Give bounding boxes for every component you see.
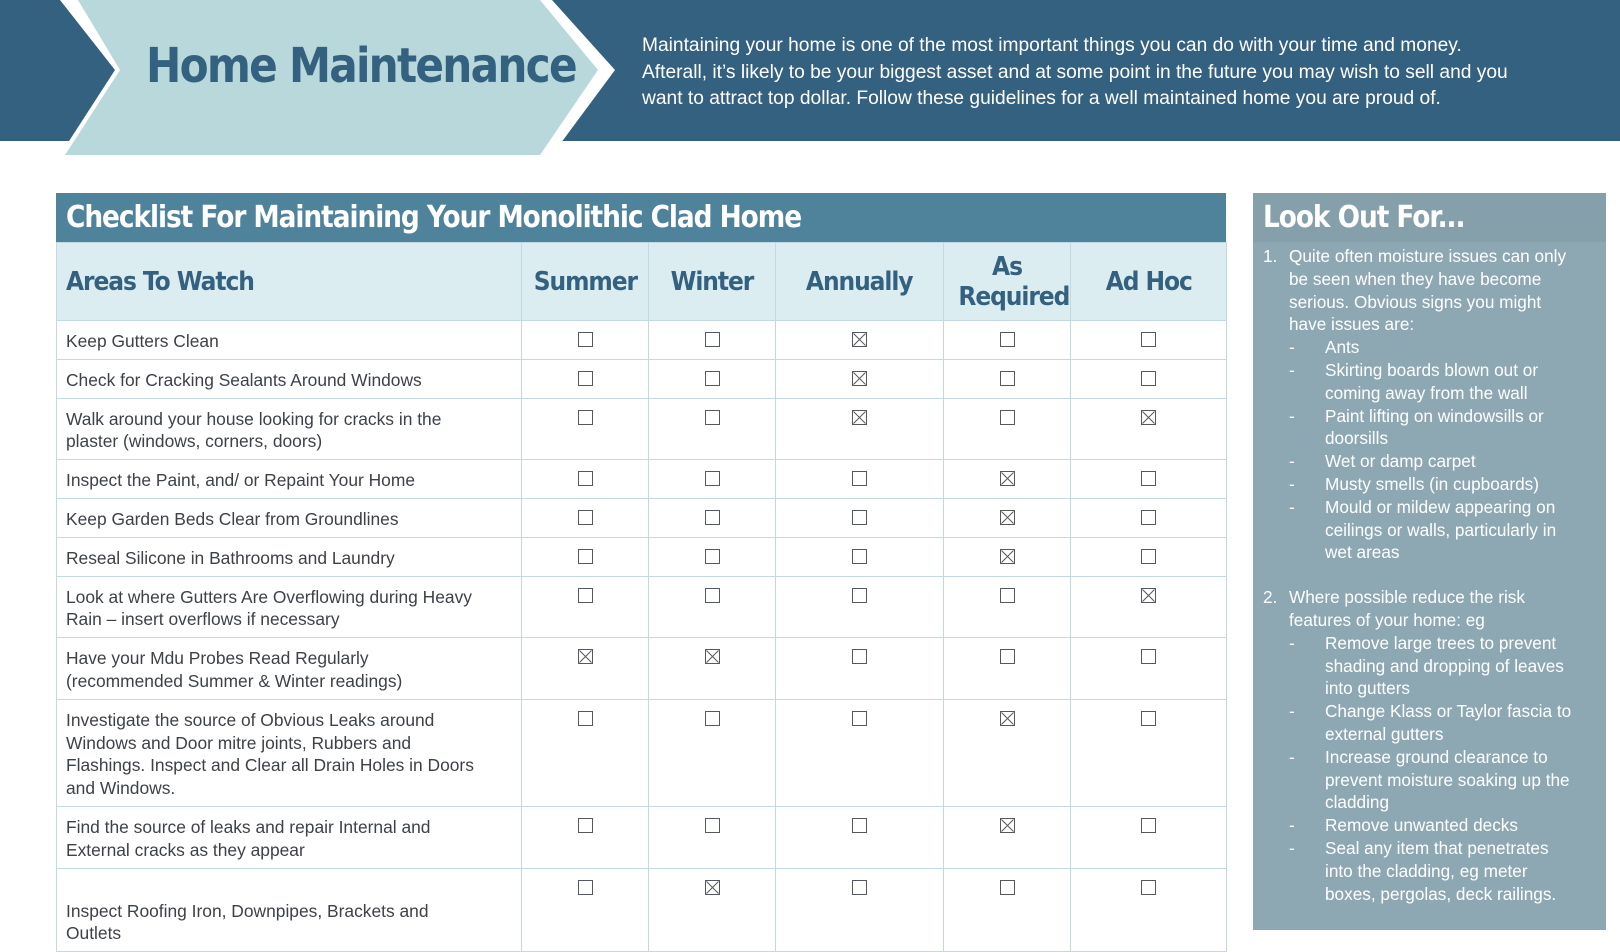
lookout-title bbox=[1253, 193, 1606, 242]
check-cell-annually bbox=[776, 806, 944, 868]
lookout-sub-line: doorsills bbox=[1325, 428, 1389, 449]
check-cell-summer bbox=[522, 699, 649, 806]
empty-box-icon[interactable] bbox=[705, 711, 720, 726]
empty-box-icon[interactable] bbox=[705, 332, 720, 347]
checked-box-icon[interactable] bbox=[1141, 410, 1156, 425]
checked-box-icon[interactable] bbox=[852, 371, 867, 386]
lookout-sub-text bbox=[1325, 746, 1602, 814]
list-number: 2. bbox=[1263, 587, 1278, 608]
lookout-sub-item bbox=[1289, 473, 1602, 496]
check-cell-winter bbox=[649, 359, 776, 398]
area-to-watch-cell bbox=[57, 398, 522, 460]
dash-bullet-icon: - bbox=[1289, 701, 1295, 722]
checked-box-icon[interactable] bbox=[1000, 510, 1015, 525]
dash-bullet-icon: - bbox=[1289, 837, 1295, 858]
checklist-table bbox=[56, 242, 1227, 952]
checked-box-icon[interactable] bbox=[705, 649, 720, 664]
lookout-sub-line: Change Klass or Taylor fascia to bbox=[1325, 701, 1572, 722]
empty-box-icon[interactable] bbox=[852, 649, 867, 664]
checklist-section bbox=[56, 193, 1226, 952]
checked-box-icon[interactable] bbox=[578, 649, 593, 664]
area-to-watch-cell bbox=[57, 537, 522, 576]
check-cell-as-required bbox=[944, 576, 1071, 638]
check-cell-as-required bbox=[944, 806, 1071, 868]
empty-box-icon[interactable] bbox=[1141, 880, 1156, 895]
check-cell-ad-hoc bbox=[1071, 537, 1227, 576]
area-to-watch-cell bbox=[57, 321, 522, 360]
area-text-line: Inspect the Paint, and/ or Repaint Your Home bbox=[66, 470, 416, 491]
dash-bullet-icon: - bbox=[1289, 337, 1295, 358]
area-text-line: Inspect Roofing Iron, Downpipes, Brackets and bbox=[66, 900, 429, 921]
lookout-sub-line: external gutters bbox=[1325, 723, 1444, 744]
lookout-sub-line: Remove large trees to prevent bbox=[1325, 632, 1557, 653]
check-cell-annually bbox=[776, 537, 944, 576]
check-cell-ad-hoc bbox=[1071, 460, 1227, 499]
column-header-summer bbox=[522, 243, 649, 321]
check-cell-as-required bbox=[944, 460, 1071, 499]
area-text-line: Keep Gutters Clean bbox=[66, 331, 219, 351]
check-cell-winter bbox=[649, 498, 776, 537]
column-header-winter bbox=[649, 243, 776, 321]
checked-box-icon[interactable] bbox=[852, 332, 867, 347]
empty-box-icon[interactable] bbox=[1141, 711, 1156, 726]
lookout-sub-item bbox=[1289, 359, 1602, 405]
lookout-list bbox=[1253, 242, 1606, 905]
dash-bullet-icon: - bbox=[1289, 496, 1295, 517]
empty-box-icon[interactable] bbox=[705, 410, 720, 425]
lookout-sub-text bbox=[1325, 359, 1602, 405]
empty-box-icon[interactable] bbox=[852, 588, 867, 603]
lookout-sub-text bbox=[1325, 837, 1602, 905]
empty-box-icon[interactable] bbox=[1000, 588, 1015, 603]
lookout-sub-line: boxes, pergolas, deck railings. bbox=[1325, 883, 1557, 904]
empty-box-icon[interactable] bbox=[1141, 649, 1156, 664]
empty-box-icon[interactable] bbox=[1000, 332, 1015, 347]
check-cell-ad-hoc bbox=[1071, 576, 1227, 638]
dash-bullet-icon: - bbox=[1289, 451, 1295, 472]
area-text-line: Keep Garden Beds Clear from Groundlines bbox=[66, 508, 399, 529]
empty-box-icon[interactable] bbox=[1141, 549, 1156, 564]
check-cell-as-required bbox=[944, 638, 1071, 700]
look-out-for-panel bbox=[1253, 193, 1606, 930]
empty-box-icon[interactable] bbox=[578, 471, 593, 486]
header-banner bbox=[0, 0, 1620, 160]
area-text-line: Reseal Silicone in Bathrooms and Laundry bbox=[66, 547, 395, 568]
table-row bbox=[57, 537, 1227, 576]
area-text-line: plaster (windows, corners, doors) bbox=[66, 431, 323, 452]
check-cell-summer bbox=[522, 576, 649, 638]
empty-box-icon[interactable] bbox=[705, 371, 720, 386]
lookout-text-line: Where possible reduce the risk bbox=[1289, 587, 1525, 608]
empty-box-icon[interactable] bbox=[578, 510, 593, 525]
column-header-label: Ad Hoc bbox=[1105, 266, 1192, 297]
column-header-areas bbox=[57, 243, 522, 321]
check-cell-ad-hoc bbox=[1071, 359, 1227, 398]
checked-box-icon[interactable] bbox=[852, 410, 867, 425]
check-cell-summer bbox=[522, 460, 649, 499]
table-row bbox=[57, 498, 1227, 537]
area-text-line: Look at where Gutters Are Overflowing during Heavy bbox=[66, 586, 472, 607]
empty-box-icon[interactable] bbox=[1000, 880, 1015, 895]
area-to-watch-cell bbox=[57, 806, 522, 868]
check-cell-as-required bbox=[944, 868, 1071, 952]
table-row bbox=[57, 699, 1227, 806]
check-cell-winter bbox=[649, 638, 776, 700]
check-cell-summer bbox=[522, 638, 649, 700]
check-cell-ad-hoc bbox=[1071, 398, 1227, 460]
column-header-as-required bbox=[944, 243, 1071, 321]
empty-box-icon[interactable] bbox=[578, 410, 593, 425]
empty-box-icon[interactable] bbox=[578, 549, 593, 564]
check-cell-summer bbox=[522, 806, 649, 868]
column-header-label: Summer bbox=[533, 266, 637, 297]
check-cell-ad-hoc bbox=[1071, 498, 1227, 537]
area-text-line: Have your Mdu Probes Read Regularly bbox=[66, 648, 369, 669]
lookout-sub-item bbox=[1289, 336, 1602, 359]
list-number: 1. bbox=[1263, 246, 1278, 266]
area-to-watch-cell bbox=[57, 868, 522, 952]
empty-box-icon[interactable] bbox=[852, 880, 867, 895]
lookout-sub-text bbox=[1325, 450, 1602, 473]
check-cell-winter bbox=[649, 321, 776, 360]
table-row bbox=[57, 868, 1227, 952]
empty-box-icon[interactable] bbox=[852, 510, 867, 525]
check-cell-annually bbox=[776, 398, 944, 460]
lookout-sub-line: Ants bbox=[1325, 337, 1360, 358]
empty-box-icon[interactable] bbox=[705, 471, 720, 486]
checked-box-icon[interactable] bbox=[1000, 818, 1015, 833]
area-text-line: Flashings. Inspect and Clear all Drain Holes in Doors bbox=[66, 755, 474, 776]
intro-line: Maintaining your home is one of the most important things you can do with your time and money. bbox=[642, 35, 1462, 56]
check-cell-as-required bbox=[944, 498, 1071, 537]
checked-box-icon[interactable] bbox=[1141, 588, 1156, 603]
empty-box-icon[interactable] bbox=[852, 471, 867, 486]
check-cell-winter bbox=[649, 398, 776, 460]
lookout-sub-line: Increase ground clearance to bbox=[1325, 746, 1548, 767]
dash-bullet-icon: - bbox=[1289, 632, 1295, 653]
area-text-line: External cracks as they appear bbox=[66, 839, 305, 860]
lookout-list-item bbox=[1263, 245, 1602, 564]
area-to-watch-cell bbox=[57, 359, 522, 398]
check-cell-winter bbox=[649, 699, 776, 806]
area-to-watch-cell bbox=[57, 699, 522, 806]
empty-box-icon[interactable] bbox=[1000, 410, 1015, 425]
lookout-item-content bbox=[1289, 245, 1602, 564]
check-cell-ad-hoc bbox=[1071, 806, 1227, 868]
empty-box-icon[interactable] bbox=[1141, 471, 1156, 486]
lookout-text-line: be seen when they have become bbox=[1289, 268, 1542, 289]
check-cell-winter bbox=[649, 460, 776, 499]
lookout-sub-text bbox=[1325, 473, 1602, 496]
lookout-sub-item bbox=[1289, 814, 1602, 837]
dash-bullet-icon: - bbox=[1289, 473, 1295, 494]
area-text-line: Outlets bbox=[66, 923, 122, 944]
checked-box-icon[interactable] bbox=[1000, 549, 1015, 564]
table-row bbox=[57, 321, 1227, 360]
column-header-annually bbox=[776, 243, 944, 321]
lookout-sub-line: prevent moisture soaking up the bbox=[1325, 769, 1570, 790]
lookout-sub-item bbox=[1289, 632, 1602, 700]
checklist-title bbox=[56, 193, 1226, 242]
table-row bbox=[57, 398, 1227, 460]
checked-box-icon[interactable] bbox=[705, 880, 720, 895]
intro-line: want to attract top dollar. Follow these guidelines for a well maintained home you are proud of. bbox=[642, 88, 1441, 110]
area-to-watch-cell bbox=[57, 498, 522, 537]
empty-box-icon[interactable] bbox=[705, 510, 720, 525]
lookout-sub-item bbox=[1289, 837, 1602, 905]
page-title: Home Maintenance bbox=[146, 38, 576, 94]
check-cell-summer bbox=[522, 398, 649, 460]
lookout-title-text: Look Out For... bbox=[1263, 200, 1465, 235]
dash-bullet-icon: - bbox=[1289, 359, 1295, 380]
empty-box-icon[interactable] bbox=[1141, 818, 1156, 833]
lookout-list-item bbox=[1263, 586, 1602, 905]
intro-text bbox=[642, 33, 1617, 113]
lookout-sub-item bbox=[1289, 405, 1602, 451]
area-to-watch-cell bbox=[57, 460, 522, 499]
area-text-line: Find the source of leaks and repair Internal and bbox=[66, 816, 431, 837]
area-to-watch-cell bbox=[57, 638, 522, 700]
check-cell-ad-hoc bbox=[1071, 638, 1227, 700]
column-header-label: Annually bbox=[806, 266, 913, 297]
dash-bullet-icon: - bbox=[1289, 746, 1295, 767]
empty-box-icon[interactable] bbox=[578, 818, 593, 833]
lookout-sub-line: Paint lifting on windowsills or bbox=[1325, 405, 1544, 426]
check-cell-ad-hoc bbox=[1071, 321, 1227, 360]
lookout-sub-text bbox=[1325, 814, 1602, 837]
empty-box-icon[interactable] bbox=[578, 332, 593, 347]
column-header-ad-hoc bbox=[1071, 243, 1227, 321]
lookout-sub-item bbox=[1289, 450, 1602, 473]
lookout-sub-line: Skirting boards blown out or bbox=[1325, 359, 1539, 380]
empty-box-icon[interactable] bbox=[1141, 332, 1156, 347]
lookout-sub-line: into the cladding, eg meter bbox=[1325, 860, 1528, 881]
check-cell-annually bbox=[776, 868, 944, 952]
lookout-sub-item bbox=[1289, 496, 1602, 564]
checked-box-icon[interactable] bbox=[1000, 471, 1015, 486]
lookout-sub-line: Remove unwanted decks bbox=[1325, 815, 1518, 836]
empty-box-icon[interactable] bbox=[1141, 510, 1156, 525]
area-text-line: (recommended Summer & Winter readings) bbox=[66, 670, 403, 691]
empty-box-icon[interactable] bbox=[578, 371, 593, 386]
empty-box-icon[interactable] bbox=[852, 549, 867, 564]
column-header-label: As Required bbox=[958, 251, 1070, 312]
dash-bullet-icon: - bbox=[1289, 815, 1295, 836]
area-text-line: and Windows. bbox=[66, 778, 176, 799]
empty-box-icon[interactable] bbox=[1141, 371, 1156, 386]
area-text-line: Rain – insert overflows if necessary bbox=[66, 609, 340, 630]
lookout-sub-text bbox=[1325, 336, 1602, 359]
check-cell-as-required bbox=[944, 699, 1071, 806]
empty-box-icon[interactable] bbox=[705, 818, 720, 833]
table-row bbox=[57, 359, 1227, 398]
check-cell-summer bbox=[522, 321, 649, 360]
empty-box-icon[interactable] bbox=[705, 549, 720, 564]
check-cell-annually bbox=[776, 321, 944, 360]
lookout-sub-line: into gutters bbox=[1325, 678, 1411, 699]
lookout-sub-item bbox=[1289, 746, 1602, 814]
checklist-title-text: Checklist For Maintaining Your Monolithic Clad Home bbox=[66, 200, 802, 235]
check-cell-winter bbox=[649, 806, 776, 868]
intro-line: Afterall, it’s likely to be your biggest asset and at some point in the future you may wish to sell and you bbox=[642, 61, 1508, 83]
check-cell-annually bbox=[776, 498, 944, 537]
table-header-row bbox=[57, 243, 1227, 321]
area-to-watch-cell bbox=[57, 576, 522, 638]
lookout-item-content bbox=[1289, 586, 1602, 905]
lookout-sub-line: ceilings or walls, particularly in bbox=[1325, 519, 1557, 540]
checklist-body bbox=[57, 321, 1227, 952]
lookout-sub-text bbox=[1325, 405, 1602, 451]
lookout-sub-line: cladding bbox=[1325, 792, 1390, 813]
lookout-sub-line: Mould or mildew appearing on bbox=[1325, 496, 1556, 517]
empty-box-icon[interactable] bbox=[578, 711, 593, 726]
check-cell-winter bbox=[649, 868, 776, 952]
check-cell-as-required bbox=[944, 359, 1071, 398]
area-text-line: Walk around your house looking for cracks in the bbox=[66, 408, 442, 429]
column-header-label: Areas To Watch bbox=[66, 266, 254, 297]
lookout-sub-item bbox=[1289, 700, 1602, 746]
empty-box-icon[interactable] bbox=[1000, 371, 1015, 386]
column-header-label: Winter bbox=[670, 266, 754, 297]
check-cell-annually bbox=[776, 359, 944, 398]
check-cell-summer bbox=[522, 359, 649, 398]
check-cell-ad-hoc bbox=[1071, 868, 1227, 952]
lookout-sub-line: Musty smells (in cupboards) bbox=[1325, 473, 1539, 494]
lookout-text-line: serious. Obvious signs you might bbox=[1289, 291, 1542, 312]
lookout-sub-line: shading and dropping of leaves bbox=[1325, 655, 1564, 676]
lookout-sub-text bbox=[1325, 700, 1602, 746]
check-cell-ad-hoc bbox=[1071, 699, 1227, 806]
table-row bbox=[57, 460, 1227, 499]
check-cell-winter bbox=[649, 537, 776, 576]
lookout-text-line: Quite often moisture issues can only bbox=[1289, 246, 1567, 266]
area-text-line: Check for Cracking Sealants Around Windows bbox=[66, 369, 422, 390]
lookout-text-line: have issues are: bbox=[1289, 314, 1415, 335]
empty-box-icon[interactable] bbox=[852, 818, 867, 833]
check-cell-as-required bbox=[944, 537, 1071, 576]
lookout-sub-line: coming away from the wall bbox=[1325, 382, 1528, 403]
lookout-sub-text bbox=[1325, 496, 1602, 564]
check-cell-as-required bbox=[944, 321, 1071, 360]
table-row bbox=[57, 638, 1227, 700]
check-cell-annually bbox=[776, 460, 944, 499]
dash-bullet-icon: - bbox=[1289, 405, 1295, 426]
check-cell-summer bbox=[522, 537, 649, 576]
check-cell-annually bbox=[776, 699, 944, 806]
checked-box-icon[interactable] bbox=[1000, 711, 1015, 726]
lookout-text-line: features of your home: eg bbox=[1289, 609, 1485, 630]
lookout-sub-line: wet areas bbox=[1325, 542, 1400, 563]
lookout-sub-text bbox=[1325, 632, 1602, 700]
check-cell-summer bbox=[522, 498, 649, 537]
area-text-line: Windows and Door mitre joints, Rubbers and bbox=[66, 732, 412, 753]
empty-box-icon[interactable] bbox=[578, 588, 593, 603]
lookout-sub-line: Seal any item that penetrates bbox=[1325, 837, 1549, 858]
check-cell-annually bbox=[776, 638, 944, 700]
lookout-sub-line: Wet or damp carpet bbox=[1325, 451, 1476, 472]
check-cell-winter bbox=[649, 576, 776, 638]
empty-box-icon[interactable] bbox=[578, 880, 593, 895]
table-row bbox=[57, 806, 1227, 868]
check-cell-as-required bbox=[944, 398, 1071, 460]
empty-box-icon[interactable] bbox=[852, 711, 867, 726]
empty-box-icon[interactable] bbox=[705, 588, 720, 603]
area-text-line: Investigate the source of Obvious Leaks around bbox=[66, 709, 435, 730]
empty-box-icon[interactable] bbox=[1000, 649, 1015, 664]
check-cell-annually bbox=[776, 576, 944, 638]
check-cell-summer bbox=[522, 868, 649, 952]
table-row bbox=[57, 576, 1227, 638]
